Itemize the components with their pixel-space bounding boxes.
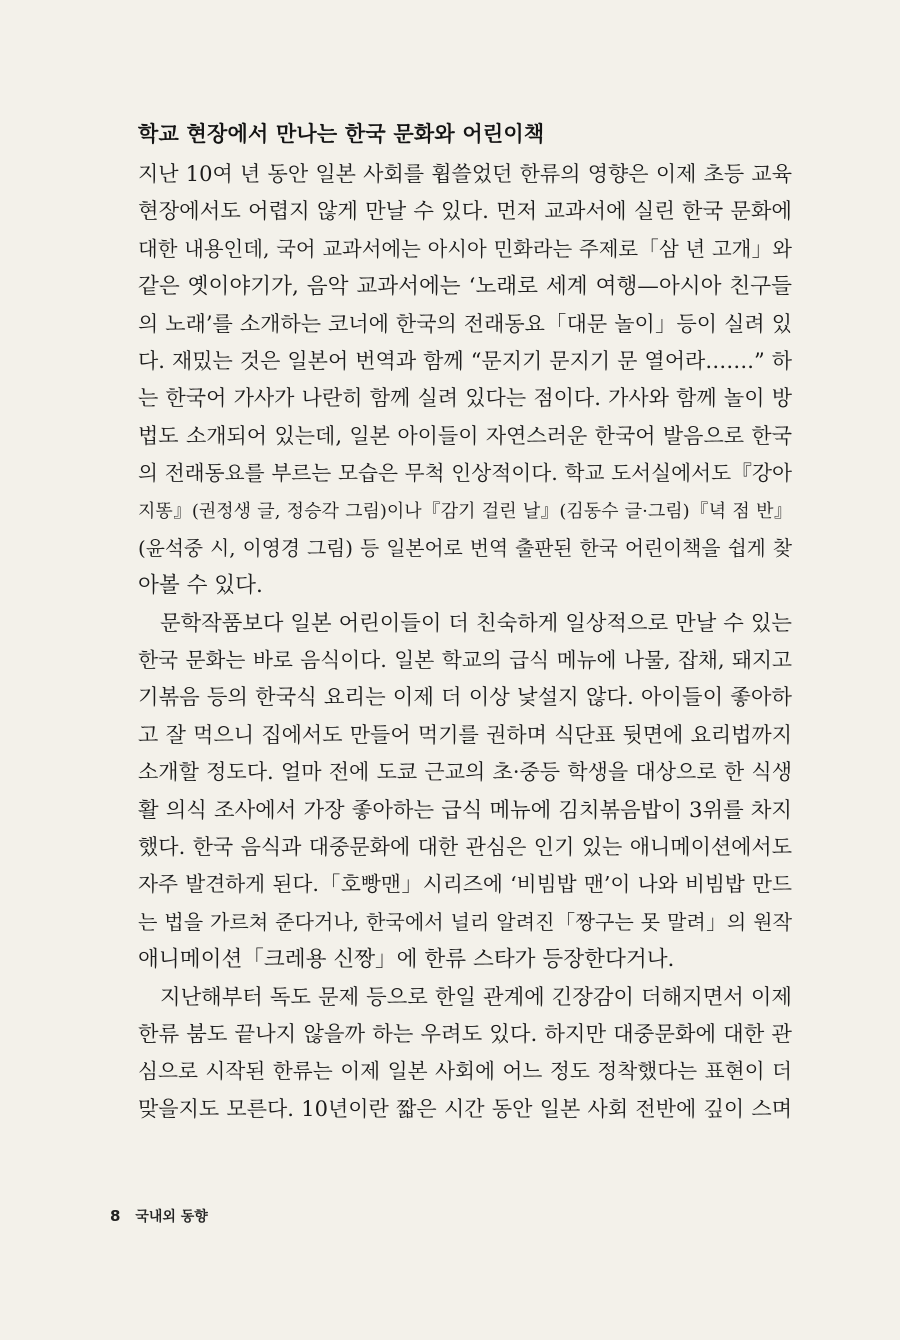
text-line: 고 잘 먹으니 집에서도 만들어 먹기를 권하며 식단표 뒷면에 요리법까지 — [138, 722, 792, 747]
text-line: 의 노래’를 소개하는 코너에 한국의 전래동요「대문 놀이」등이 실려 있 — [138, 311, 792, 336]
text-line: 아볼 수 있다. — [138, 573, 263, 599]
page-footer — [110, 1206, 208, 1226]
text-line: 소개할 정도다. 얼마 전에 도쿄 근교의 초·중등 학생을 대상으로 한 식생 — [138, 760, 792, 785]
text-line: 지난 10여 년 동안 일본 사회를 휩쓸었던 한류의 영향은 이제 초등 교육 — [138, 162, 792, 186]
text-line: (윤석중 시, 이영경 그림) 등 일본어로 번역 출판된 한국 어린이책을 쉽게 찾 — [138, 536, 792, 560]
text-line: 대한 내용인데, 국어 교과서에는 아시아 민화라는 주제로「삼 년 고개」와 — [138, 236, 792, 261]
paragraph — [138, 605, 792, 979]
text-line: 는 법을 가르쳐 준다거나, 한국에서 널리 알려진「짱구는 못 말려」의 원작 — [138, 909, 792, 934]
running-section-title: 국내외 동향 — [135, 1209, 208, 1225]
text-line: 한국 문화는 바로 음식이다. 일본 학교의 급식 메뉴에 나물, 잡채, 돼지고 — [138, 648, 792, 673]
text-line: 심으로 시작된 한류는 이제 일본 사회에 어느 정도 정착했다는 표현이 더 — [138, 1059, 792, 1084]
text-line: 문학작품보다 일본 어린이들이 더 친숙하게 일상적으로 만날 수 있는 — [160, 610, 792, 636]
text-line: 같은 옛이야기가, 음악 교과서에는 ‘노래로 세계 여행—아시아 친구들 — [138, 274, 792, 300]
body-text — [138, 156, 792, 1128]
text-line: 한류 붐도 끝나지 않을까 하는 우려도 있다. 하지만 대중문화에 대한 관 — [138, 1021, 792, 1047]
text-line: 지똥』(권정생 글, 정승각 그림)이나『감기 걸린 날』(김동수 글·그림)『녁 점 반』 — [138, 500, 792, 522]
text-line: 는 한국어 가사가 나란히 함께 실려 있다는 점이다. 가사와 함께 놀이 방 — [138, 386, 792, 411]
text-line: 했다. 한국 음식과 대중문화에 대한 관심은 인기 있는 애니메이션에서도 — [138, 835, 792, 860]
text-line: 다. 재밌는 것은 일본어 번역과 함께 “문지기 문지기 문 열어라…….” 하 — [138, 348, 792, 373]
page-number: 8 — [110, 1207, 121, 1225]
paragraph — [138, 156, 792, 605]
paragraph — [138, 979, 792, 1129]
text-line: 활 의식 조사에서 가장 좋아하는 급식 메뉴에 김치볶음밥이 3위를 차지 — [138, 797, 792, 823]
text-line: 애니메이션「크레용 신짱」에 한류 스타가 등장한다거나. — [138, 947, 675, 973]
text-line: 맞을지도 모른다. 10년이란 짧은 시간 동안 일본 사회 전반에 깊이 스며 — [138, 1096, 792, 1121]
text-line: 자주 발견하게 된다.「호빵맨」시리즈에 ‘비빔밥 맨’이 나와 비빔밥 만드 — [138, 872, 792, 897]
text-line: 의 전래동요를 부르는 모습은 무척 인상적이다. 학교 도서실에서도『강아 — [138, 461, 792, 486]
text-line: 기볶음 등의 한국식 요리는 이제 더 이상 낯설지 않다. 아이들이 좋아하 — [138, 685, 792, 711]
text-line: 지난해부터 독도 문제 등으로 한일 관계에 긴장감이 더해지면서 이제 — [160, 984, 792, 1010]
section-heading: 학교 현장에서 만나는 한국 문화와 어린이책 — [138, 122, 545, 146]
text-line: 현장에서도 어렵지 않게 만날 수 있다. 먼저 교과서에 실린 한국 문화에 — [138, 199, 792, 225]
text-line: 법도 소개되어 있는데, 일본 아이들이 자연스러운 한국어 발음으로 한국 — [138, 423, 792, 448]
